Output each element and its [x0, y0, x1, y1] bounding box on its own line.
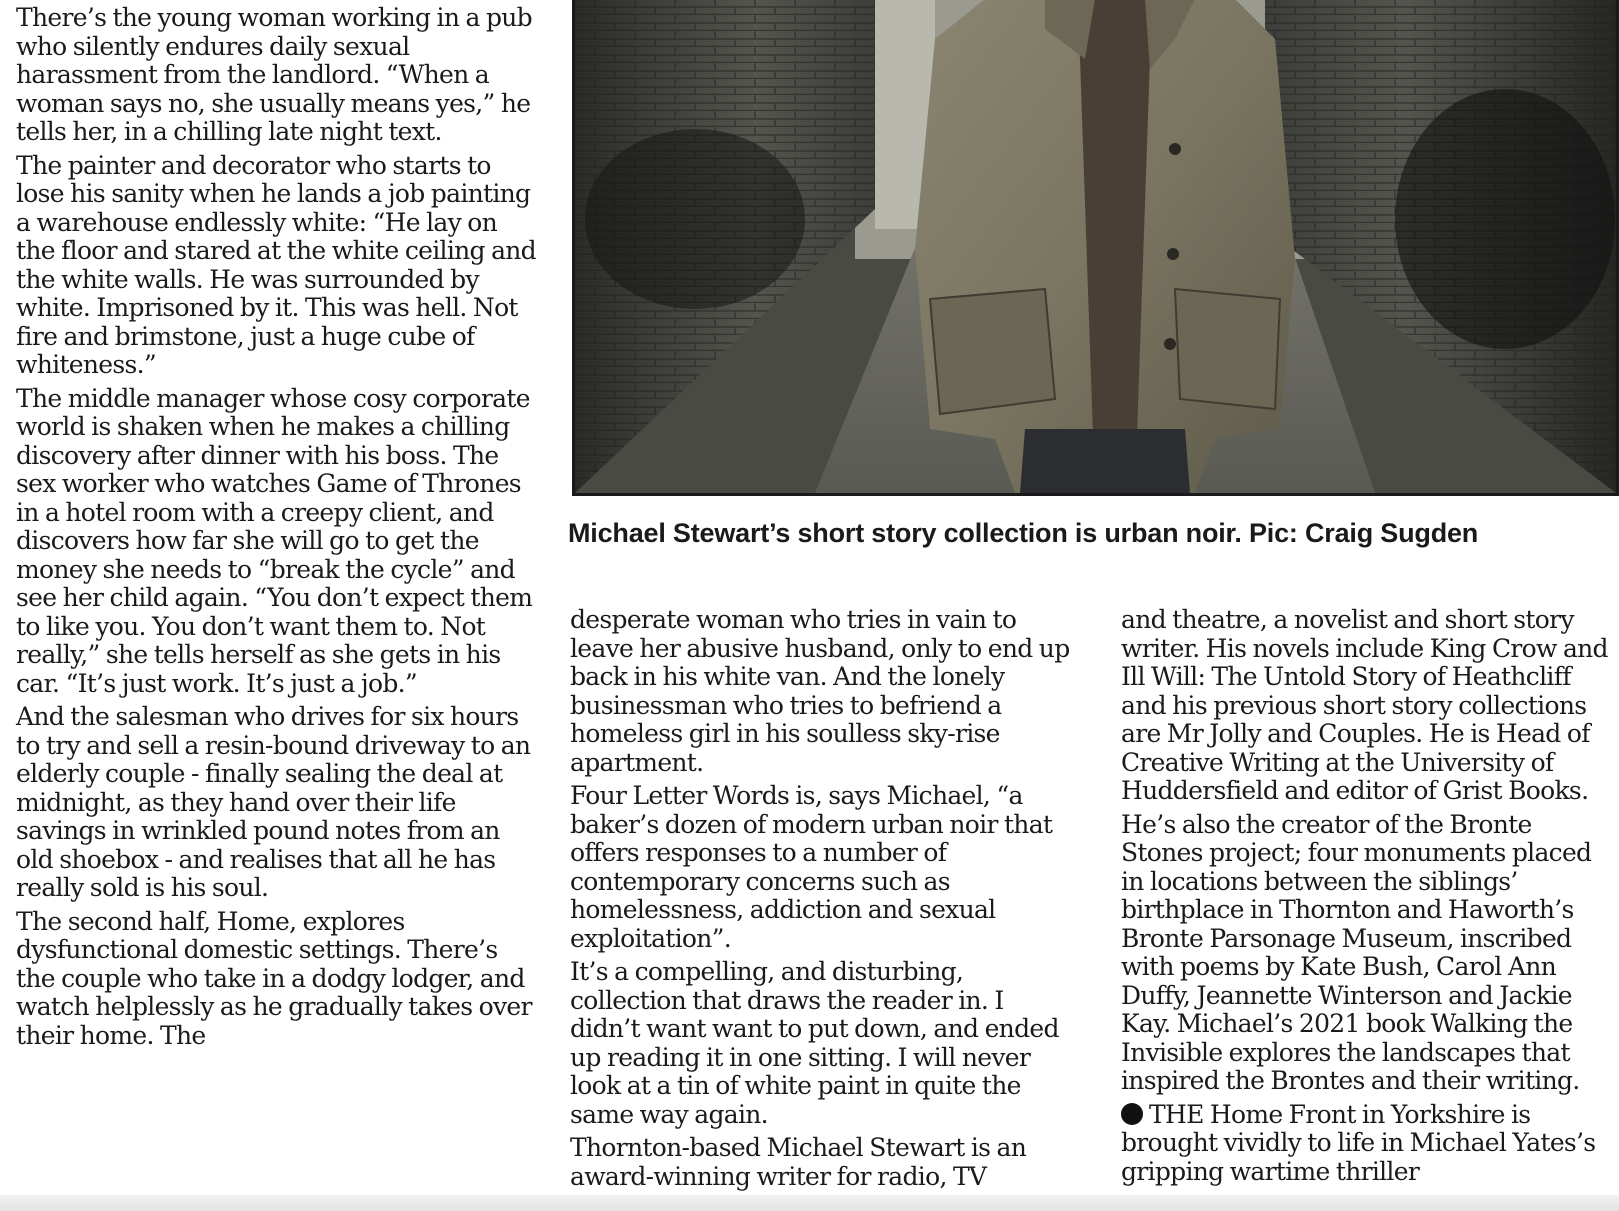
- article-paragraph: The second half, Home, explores dysfunctional domestic settings. There’s the couple who take in a dodgy lodger, and watch helplessly as he gradually takes over their home. The: [16, 906, 532, 1050]
- article-paragraph: The middle manager whose cosy corporate world is shaken when he makes a chilling discovery after dinner with his boss. The sex worker who watches Game of Thrones in a hotel room with a creepy client, and discovers how far she will go to get the money she needs to “break the cycle” and see her child again. “You don’t expect them to like you. You don’t want them to. Not really,” she tells herself as she gets in his car. “It’s just work. It’s just a job.”: [16, 383, 533, 698]
- article-column-left: [16, 4, 536, 1055]
- article-paragraph: He’s also the creator of the Bronte Stones project; four monuments placed in locations between the siblings’ birthplace in Thornton and Haworth’s Bronte Parsonage Museum, inscribed with poems by Kate Bush, Carol Ann Duffy, Jeannette Winterson and Jackie Kay. Michael’s 2021 book Walking the Invisible explores the landscapes that inspired the Brontes and their writing.: [1121, 809, 1592, 1095]
- article-column-middle: [570, 606, 1070, 1196]
- article-paragraph: and theatre, a novelist and short story writer. His novels include King Crow and Ill Will: The Untold Story of Heathcliff and his previous short story collections are Mr Jolly and Couples. He is Head of Creative Writing at the University of Huddersfield and editor of Grist Books.: [1121, 605, 1608, 805]
- article-column-right: [1121, 606, 1619, 1191]
- bullet-icon: [1121, 1103, 1143, 1125]
- page-bottom-edge: [0, 1195, 1619, 1211]
- photo-caption: Michael Stewart’s short story collection is urban noir. Pic: Craig Sugden: [568, 518, 1479, 548]
- article-paragraph: There’s the young woman working in a pub who silently endures daily sexual harassment from the landlord. “When a woman says no, she usually means yes,” he tells her, in a chilling late night text.: [16, 3, 532, 146]
- article-paragraph: desperate woman who tries in vain to leave her abusive husband, only to end up back in his white van. And the lonely businessman who tries to befriend a homeless girl in his soulless sky-rise apartment.: [570, 605, 1070, 777]
- author-photo: [572, 0, 1619, 496]
- article-paragraph: Four Letter Words is, says Michael, “a baker’s dozen of modern urban noir that offers responses to a number of contemporary concerns such as homelessness, addiction and sexual exploitation”.: [570, 781, 1053, 953]
- article-paragraph: The painter and decorator who starts to lose his sanity when he lands a job painting a warehouse endlessly white: “He lay on the floor and stared at the white ceiling and the white walls. He was surrounded by white. Imprisoned by it. This was hell. Not fire and brimstone, just a huge cube of whiteness.”: [16, 150, 536, 379]
- alley-photo-illustration: [575, 0, 1616, 493]
- article-paragraph: And the salesman who drives for six hours to try and sell a resin-bound driveway to an elderly couple - finally sealing the deal at midnight, as they hand over their life savings in wrinkled pound notes from an old shoebox - and realises that all he has really sold is his soul.: [16, 702, 531, 902]
- article-paragraph: Thornton-based Michael Stewart is an award-winning writer for radio, TV: [570, 1133, 1027, 1191]
- article-paragraph-bulleted: [1121, 1101, 1619, 1187]
- bulleted-paragraph-text: THE Home Front in Yorkshire is brought vividly to life in Michael Yates’s gripping wartime thriller: [1121, 1099, 1596, 1186]
- article-paragraph: It’s a compelling, and disturbing, collection that draws the reader in. I didn’t want want to put down, and ended up reading it in one sitting. I will never look at a tin of white paint in quite the same way again.: [570, 957, 1059, 1129]
